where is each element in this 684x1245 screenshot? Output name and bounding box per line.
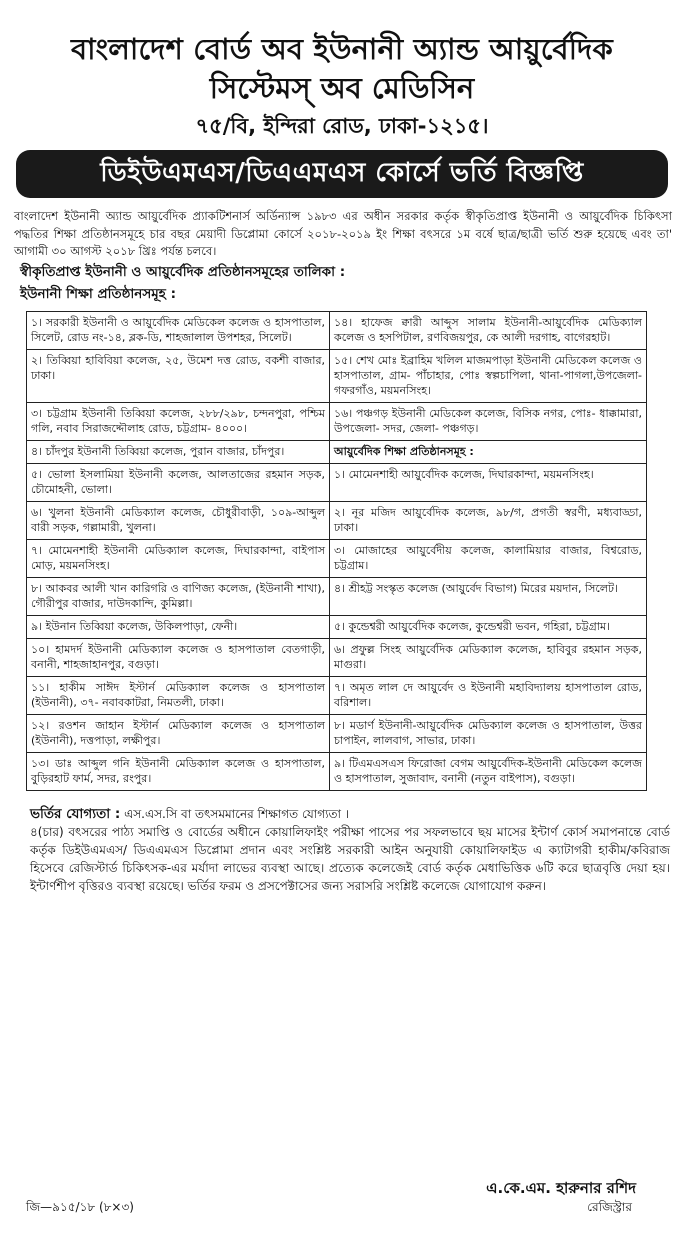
unani-institution-cell: ৮। আকবর আলী খান কারিগরি ও বাণিজ্য কলেজ, (ইউনানী শাখা), গৌরীপুর বাজার, দাউদকান্দি, কুমিল্লা। [27,577,330,615]
right-institution-cell: ৫। কুন্ডেশ্বরী আয়ুর্বেদিক কলেজ, কুন্ডেশ্বরী ভবন, গহিরা, চট্টগ্রাম। [330,615,647,638]
unani-institution-cell: ২। তিব্বিয়া হাবিবিয়া কলেজ, ২৫, উমেশ দত্ত রোড, বকশী বাজার, ঢাকা। [27,349,330,402]
intro-paragraph: বাংলাদেশ ইউনানী অ্যান্ড আয়ুর্বেদিক প্র্যাকটিশনার্স অর্ডিন্যান্স ১৯৮৩ এর অধীন সরকার কর্তৃক স্বীকৃতিপ্রাপ্ত ইউনানী ও আয়ুর্বেদিক চিকিৎসা পদ্ধতির শিক্ষা প্রতিষ্ঠানসমূহে চার বছর মেয়াদী ডিপ্লোমা কোর্সে ২০১৮-২০১৯ ইং শিক্ষা বৎসরে ১ম বর্ষে ছাত্র/ছাত্রী ভর্তি শুরু হয়েছে এবং তা' আগামী ৩০ আগস্ট ২০১৮ খ্রিঃ পর্যন্ত চলবে। [14,209,672,258]
unani-institution-cell: ৪। চাঁদপুর ইউনানী তিব্বিয়া কলেজ, পুরান বাজার, চাঁদপুর। [27,440,330,463]
table-row [27,463,647,501]
right-institution-cell: ৯। টিএমএসএস ফিরোজা বেগম আয়ুর্বেদিক-ইউনানী মেডিকেল কলেজ ও হাসপাতাল, সুজাবাদ, বনানী (নতুন বাইপাস), বগুড়া। [330,752,647,790]
eligibility-body: ৪(চার) বৎসরের পাঠ্য সমাপ্তি ও বোর্ডের অধীনে কোয়ালিফাইং পরীক্ষা পাসের পর সফলভাবে ছয় মাসের ইন্টার্ণ কোর্স সমাপনান্তে বোর্ড কর্তৃক ডিইউএমএস/ ডিএএমএস ডিপ্লোমা প্রদান এবং সংশ্লিষ্ট সরকারী আইন অনুযায়ী কোয়ালিফাইড এ ক্যাটাগরী হাকীম/কবিরাজ হিসেবে রেজিস্টার্ড চিকিৎসক-এর মর্যাদা লাভের ব্যবস্থা আছে। প্রত্যেক কলেজেই বোর্ড কর্তৃক মেধাভিত্তিক ৬টি করে ছাত্রবৃত্তি দেয়া হয়। ইন্টার্ণশীপ বৃত্তিরও ব্যবস্থা রয়েছে। ভর্তির ফরম ও প্রসপেক্টাসের জন্য সরাসরি সংশ্লিষ্ট কলেজে যোগাযোগ করুন। [30,824,670,893]
right-institution-cell: ১৬। পঞ্চগড় ইউনানী মেডিকেল কলেজ, বিসিক নগর, পোঃ- ধাক্কামারা, উপজেলা- সদর, জেলা- পঞ্চগড়। [330,402,647,440]
unani-institution-cell: ১৩। ডাঃ আব্দুল গনি ইউনানী মেডিক্যাল কলেজ ও হাসপাতাল, বুড়িরহাট ফার্ম, সদর, রংপুর। [27,752,330,790]
table-row [27,615,647,638]
ad-code: জি—৯১৫/১৮ (৮×৩) [26,1200,134,1214]
table-row [27,676,647,714]
eligibility-value: এস.এস.সি বা তৎসমমানের শিক্ষাগত যোগ্যতা । [124,806,350,821]
right-institution-cell: ১৪। হাফেজ ক্বারী আব্দুস সালাম ইউনানী-আয়ুর্বেদিক মেডিক্যাল কলেজ ও হসপিটাল, রণবিজয়পুর, কে আলী দরগাহ, বাগেরহাট। [330,311,647,349]
ayurvedic-section-title: আয়ুর্বেদিক শিক্ষা প্রতিষ্ঠানসমূহ : [330,440,647,463]
admission-banner: ডিইউএমএস/ডিএএমএস কোর্সে ভর্তি বিজ্ঞপ্তি [16,150,668,198]
table-row [27,311,647,349]
signature-block [0,1177,684,1217]
table-row [27,501,647,539]
eligibility-section [30,805,670,895]
unani-institution-cell: ১১। হাকীম সাঈদ ইস্টার্ন মেডিক্যাল কলেজ ও হাসপাতাল (ইউনানী), ৩৭- নবাবকাটরা, নিমতলী, ঢাকা। [27,676,330,714]
table-row [27,539,647,577]
unani-institution-cell: ৯। ইউনান তিব্বিয়া কলেজ, উকিলপাড়া, ফেনী। [27,615,330,638]
unani-institution-cell: ১। সরকারী ইউনানী ও আয়ুর্বেদিক মেডিকেল কলেজ ও হাসপাতাল, সিলেট, রোড নং-১৪, ব্লক-ডি, শাহজালাল উপশহর, সিলেট। [27,311,330,349]
right-institution-cell: ৬। প্রফুল্ল সিংহ আয়ুর্বেদিক মেডিক্যাল কলেজ, হাবিবুর রহমান সড়ক, মাগুরা। [330,638,647,676]
signatory-name: এ.কে.এম. হারুনার রশিদ [486,1179,636,1197]
table-row [27,440,647,463]
right-institution-cell: ২। নূর মজিদ আয়ুর্বেদিক কলেজ, ৯৮/গ, প্রগতী স্বরণী, মধ্যবাড্ডা, ঢাকা। [330,501,647,539]
table-row [27,577,647,615]
table-row [27,638,647,676]
unani-institution-cell: ৫। ভোলা ইসলামিয়া ইউনানী কলেজ, আলতাজের রহমান সড়ক, চৌমোহনী, ভোলা। [27,463,330,501]
right-institution-cell: ৪। শ্রীহট্ট সংস্কৃত কলেজ (আয়ুর্বেদ বিভাগ) মিরের ময়দান, সিলেট। [330,577,647,615]
board-name-line1: বাংলাদেশ বোর্ড অব ইউনানী অ্যান্ড আয়ুর্বেদিক [71,32,613,66]
institution-table [26,311,647,791]
board-name-line2: সিস্টেমস্ অব মেডিসিন [209,71,475,105]
unani-institution-cell: ৬। খুলনা ইউনানী মেডিক্যাল কলেজ, চৌধুরীবাড়ী, ১০৯-আব্দুল বারী সড়ক, গল্লামারী, খুলনা। [27,501,330,539]
eligibility-label: ভর্তির যোগ্যতা : [30,805,121,822]
header [8,0,676,142]
unani-institution-cell: ১০। হামদর্দ ইউনানী মেডিক্যাল কলেজ ও হাসপাতাল বেতগাড়ী, বনানী, শাহজাহানপুর, বগুড়া। [27,638,330,676]
right-institution-cell: ১৫। শেখ মোঃ ইব্রাহিম খলিল মাজমপাড়া ইউনানী মেডিকেল কলেজ ও হাসপাতাল, গ্রাম- পাঁচাহার, পোঃ স্বল্পচাপিলা, থানা-পাগলা,উপজেলা-গফরগাঁও, ময়মনসিংহ। [330,349,647,402]
institution-list-title: স্বীকৃতিপ্রাপ্ত ইউনানী ও আয়ুর্বেদিক প্রতিষ্ঠানসমূহের তালিকা : [20,263,346,280]
table-row [27,714,647,752]
table-row [27,349,647,402]
table-row [27,402,647,440]
unani-institution-cell: ৩। চট্টগ্রাম ইউনানী তিব্বিয়া কলেজ, ২৮৮/২৯৮, চন্দনপুরা, পশ্চিম গলি, নবাব সিরাজদ্দৌলাহ রোড, চট্টগ্রাম- ৪০০০। [27,402,330,440]
signatory-title: রেজিস্ট্রার [587,1200,632,1214]
table-row [27,752,647,790]
unani-institution-cell: ১২। রওশন জাহান ইস্টার্ন মেডিক্যাল কলেজ ও হাসপাতাল (ইউনানী), দত্তপাড়া, লক্ষীপুর। [27,714,330,752]
unani-institution-cell: ৭। মোমেনশাহী ইউনানী মেডিক্যাল কলেজ, দিঘারকান্দা, বাইপাস মোড়, ময়মনসিংহ। [27,539,330,577]
right-institution-cell: ৮। মডার্ণ ইউনানী-আয়ুর্বেদিক মেডিক্যাল কলেজ ও হাসপাতাল, উত্তর চাপাইন, লালবাগ, সাভার, ঢাকা। [330,714,647,752]
unani-section-title: ইউনানী শিক্ষা প্রতিষ্ঠানসমূহ : [20,285,176,302]
board-address: ৭৫/বি, ইন্দিরা রোড, ঢাকা-১২১৫। [195,114,489,138]
right-institution-cell: ৩। মোজাহের আয়ুর্বেদীয় কলেজ, কালামিয়ার বাজার, বিশ্বরোড, চট্টগ্রাম। [330,539,647,577]
right-institution-cell: ৭। অমৃত লাল দে আয়ুর্বেদ ও ইউনানী মহাবিদ্যালয় হাসপাতাল রোড, বরিশাল। [330,676,647,714]
right-institution-cell: ১। মোমেনশাহী আয়ুর্বেদিক কলেজ, দিঘারকান্দা, ময়মনসিংহ। [330,463,647,501]
